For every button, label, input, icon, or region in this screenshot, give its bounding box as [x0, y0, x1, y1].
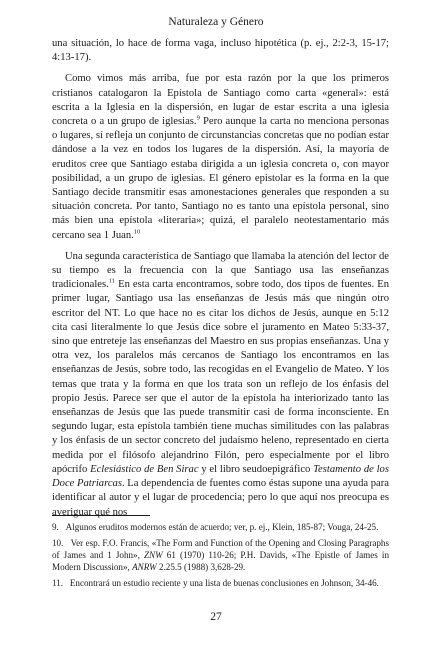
- paragraph-3-text-cont-3: . La dependencia de fuentes como éstas supone una ayuda para identificar al autor y el lugar de procedencia; pero lo que aquí nos preocupa es averiguar qué nos: [52, 478, 389, 518]
- paragraph-1-text: una situación, lo hace de forma vaga, incluso hipotética (p. ej., 2:2-3, 15-17; 4:13-17).: [52, 38, 389, 64]
- paragraph-1: [52, 37, 389, 65]
- footnote-11-text: 11. Encontrará un estudio reciente y una lista de buenas conclusiones en Johnson, 34-46.: [52, 577, 379, 588]
- book-title-ben-sirac: Eclesiástico de Ben Sirac: [90, 463, 199, 475]
- paragraph-2-text-cont: Pero aunque la carta no menciona personas o lugares, sí refleja un conjunto de circunstancias concretas que no podían estar dándose a la vez en todos los lugares de la dispersión. Así, la mayoría de eruditos cree que Santiago estaba dirigida a un iglesia concreta o, con mayor posibilidad, a un grupo de iglesias. El género epistolar es la forma en la que Santiago decide transmitir esas amonestaciones generales que responden a su situación concreta. Por tanto, Santiago no es tanto una epístola personal, sino más bien una epístola «literaria»; quizá, el paralelo neotestamentario más cercano sea 1 Juan.: [52, 116, 389, 241]
- footnote-9-text: 9. Algunos eruditos modernos están de acuerdo; ver, p. ej., Klein, 185-87; Vouga, 24-25.: [52, 522, 379, 532]
- footnote-ref-9[interactable]: 9: [196, 114, 200, 122]
- running-head: Naturaleza y Género: [168, 16, 264, 28]
- paragraph-3: [52, 250, 389, 520]
- paragraph-3-text-cont: En esta carta encontramos, sobre todo, dos tipos de fuentes. En primer lugar, Santiago usa las enseñanzas de Jesús más que ningún otro escritor del NT. Lo que hace no es citar los dichos de Jesús, aunque en 5:12 cita casi literalmente lo que Jesús dice sobre el juramento en Mateo 5:33-37, sino que entreteje las enseñanzas del Maestro en sus propias enseñanzas. Una y otra vez, los paralelos más cercanos de Santiago los encontramos en las enseñanzas de Jesús, sobre todo, las recogidas en el Evangelio de Mateo. Y los temas que trata y la forma en que los trata son un reflejo de los énfasis del propio Jesús. Parece ser que el autor de la epístola ha interiorizado tanto las enseñanzas de Jesús que las puede transmitir casi de forma inconsciente. En segundo lugar, esta epístola también tiene muchas similitudes con las palabras y los énfasis de un sector concreto del judaísmo heleno, representado en cierta medida por el filósofo alejandrino Filón, pero especialmente por el libro apócrifo: [52, 279, 389, 475]
- page-number: 27: [210, 611, 222, 623]
- book-title-testamento: Testamento de los Doce Patriarcas: [52, 463, 389, 490]
- journal-znw: ZNW: [143, 549, 163, 560]
- footnote-10: [52, 538, 389, 574]
- paragraph-2-text: Como vimos más arriba, fue por esta razón por la que los primeros cristianos catalogaron la Epístola de Santiago como carta «general»: está escrita a la Iglesia en la dispersión, en lugar de estar escrita a una iglesia concreta o a un grupo de iglesias.: [52, 73, 389, 128]
- footnote-ref-11[interactable]: 11: [108, 277, 116, 285]
- footnote-11: [52, 578, 389, 590]
- paragraph-3-text: Una segunda característica de Santiago que llamaba la atención del lector de su tiempo es la frecuencia con la que Santiago usa las enseñanzas tradicionales.: [52, 250, 389, 291]
- footnote-10-text-cont: 61 (1970) 110-26; P.H. Davids, «The Epistle of James in Modern Discussion»,: [52, 549, 389, 572]
- footnote-rule: [52, 515, 150, 516]
- footnote-9: [52, 522, 389, 534]
- body-text: [52, 37, 389, 527]
- footnote-10-text-cont-2: 2.25.5 (1988) 3,628-29.: [156, 561, 246, 572]
- paragraph-3-text-cont-2: y el libro seudoepigráfico: [198, 463, 314, 475]
- footnotes: [52, 522, 389, 594]
- footnote-10-text: 10. Ver esp. F.O. Francis, «The Form and Function of the Opening and Closing Paragraphs of James and 1 John»,: [52, 537, 389, 560]
- journal-anrw: ANRW: [132, 561, 157, 572]
- footnote-ref-10[interactable]: 10: [133, 228, 141, 236]
- paragraph-2: [52, 72, 389, 242]
